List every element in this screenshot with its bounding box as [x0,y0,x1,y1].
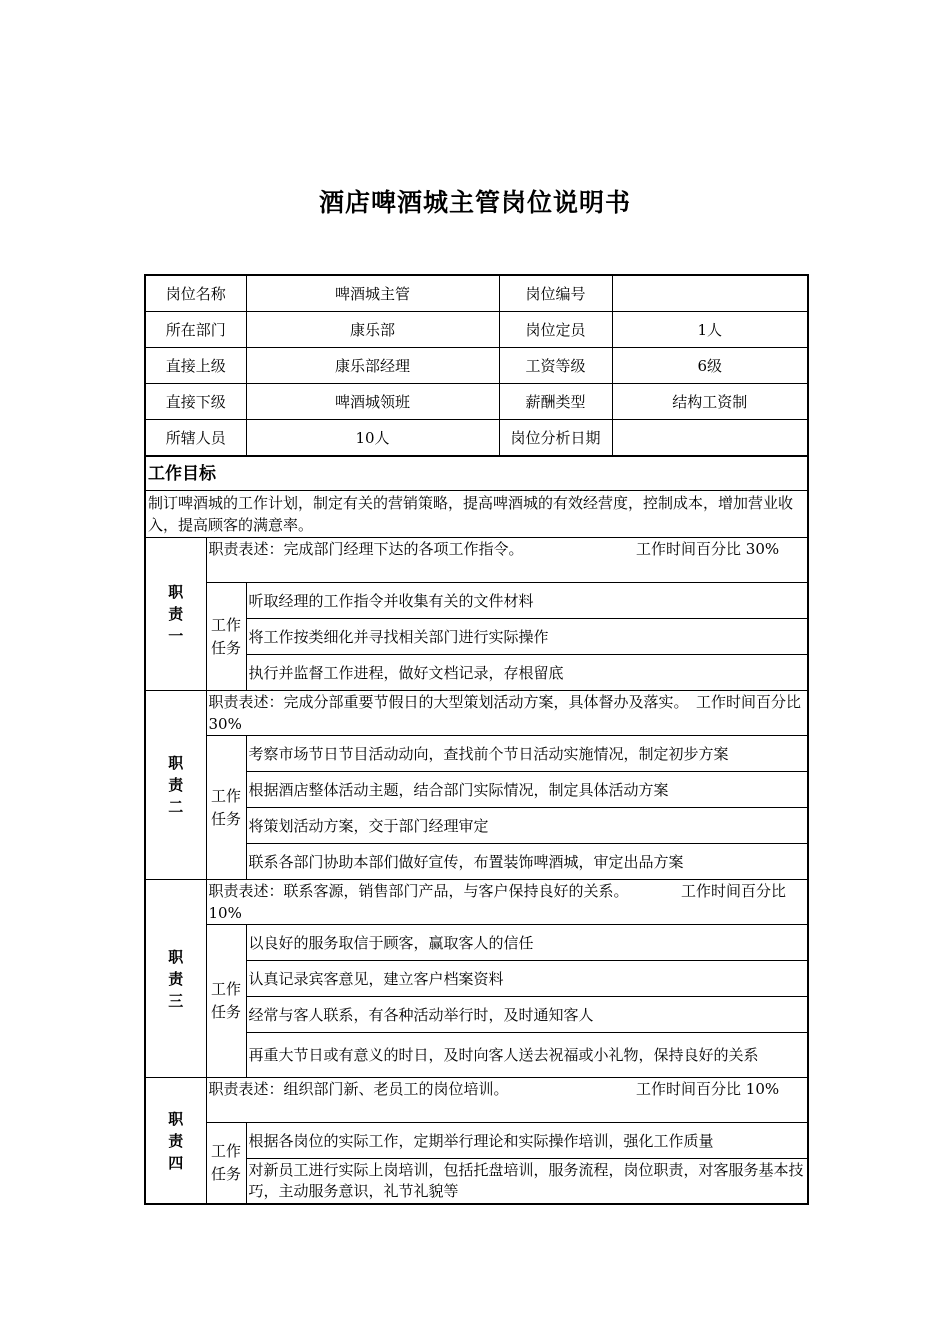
info-value [612,420,808,457]
duty-desc-row [145,538,808,583]
info-row [145,312,808,348]
info-value: 啤酒城领班 [246,384,499,420]
duty-description: 职责表述：完成分部重要节假日的大型策划活动方案，具体督办及落实。 工作时间百分比 30% [206,691,808,736]
duty-label [145,691,206,880]
info-label: 直接下级 [145,384,246,420]
task-item: 联系各部门协助本部们做好宣传，布置装饰啤酒城，审定出品方案 [246,844,808,880]
duty-description: 职责表述：完成部门经理下达的各项工作指令。 工作时间百分比 30% [206,538,808,583]
job-description-form [144,274,807,1205]
info-label: 岗位名称 [145,275,246,312]
task-item: 认真记录宾客意见，建立客户档案资料 [246,961,808,997]
duty-desc-row [145,1078,808,1123]
info-value: 啤酒城主管 [246,275,499,312]
info-value: 康乐部经理 [246,348,499,384]
task-item: 将策划活动方案，交于部门经理审定 [246,808,808,844]
info-row [145,348,808,384]
info-row [145,384,808,420]
form-table [144,274,809,1205]
duty-desc-row [145,880,808,925]
task-row [145,736,808,772]
duty-label-text: 职责三 [168,947,184,1010]
duty-description: 职责表述：组织部门新、老员工的岗位培训。 工作时间百分比 10% [206,1078,808,1123]
info-value: 6级 [612,348,808,384]
task-label-text: 工作任务 [210,615,241,657]
info-value: 康乐部 [246,312,499,348]
task-label-text: 工作任务 [210,786,241,828]
task-item: 听取经理的工作指令并收集有关的文件材料 [246,583,808,619]
info-label: 所辖人员 [145,420,246,457]
task-item: 执行并监督工作进程，做好文档记录，存根留底 [246,655,808,691]
info-label: 岗位分析日期 [499,420,612,457]
duty-label-text: 职责一 [168,583,184,645]
duty-description: 职责表述：联系客源，销售部门产品，与客户保持良好的关系。 工作时间百分比 10% [206,880,808,925]
duty-label-text: 职责二 [168,754,184,816]
info-value: 结构工资制 [612,384,808,420]
section-heading: 工作目标 [145,456,808,491]
task-item: 再重大节日或有意义的时日，及时向客人送去祝福或小礼物，保持良好的关系 [246,1033,808,1078]
goal-row [145,491,808,538]
task-item: 经常与客人联系，有各种活动举行时，及时通知客人 [246,997,808,1033]
task-item: 根据各岗位的实际工作，定期举行理论和实际操作培训，强化工作质量 [246,1123,808,1159]
duty-label [145,880,206,1078]
task-label [206,583,246,691]
task-item: 将工作按类细化并寻找相关部门进行实际操作 [246,619,808,655]
task-row [145,925,808,961]
task-label [206,736,246,880]
info-row [145,275,808,312]
info-value: 1人 [612,312,808,348]
info-label: 岗位编号 [499,275,612,312]
task-item: 对新员工进行实际上岗培训，包括托盘培训，服务流程，岗位职责，对客服务基本技巧，主动服务意识，礼节礼貌等 [246,1159,808,1205]
task-label-text: 工作任务 [210,1142,241,1183]
task-item: 以良好的服务取信于顾客，赢取客人的信任 [246,925,808,961]
task-label-text: 工作任务 [210,980,241,1021]
duty-desc-row [145,691,808,736]
task-row [145,1123,808,1159]
duty-label [145,538,206,691]
task-label [206,1123,246,1205]
task-row [145,583,808,619]
duty-label [145,1078,206,1205]
info-label: 薪酬类型 [499,384,612,420]
info-row [145,420,808,457]
info-label: 直接上级 [145,348,246,384]
info-label: 所在部门 [145,312,246,348]
page-title: 酒店啤酒城主管岗位说明书 [318,188,631,217]
goal-heading-row [145,456,808,491]
info-label: 岗位定员 [499,312,612,348]
info-label: 工资等级 [499,348,612,384]
task-label [206,925,246,1078]
task-item: 考察市场节日节目活动动向，查找前个节日活动实施情况，制定初步方案 [246,736,808,772]
duty-label-text: 职责四 [168,1109,184,1172]
info-value [612,275,808,312]
task-item: 根据酒店整体活动主题，结合部门实际情况，制定具体活动方案 [246,772,808,808]
info-value: 10人 [246,420,499,457]
goal-text: 制订啤酒城的工作计划，制定有关的营销策略，提高啤酒城的有效经营度，控制成本，增加营业收入，提高顾客的满意率。 [145,491,808,538]
